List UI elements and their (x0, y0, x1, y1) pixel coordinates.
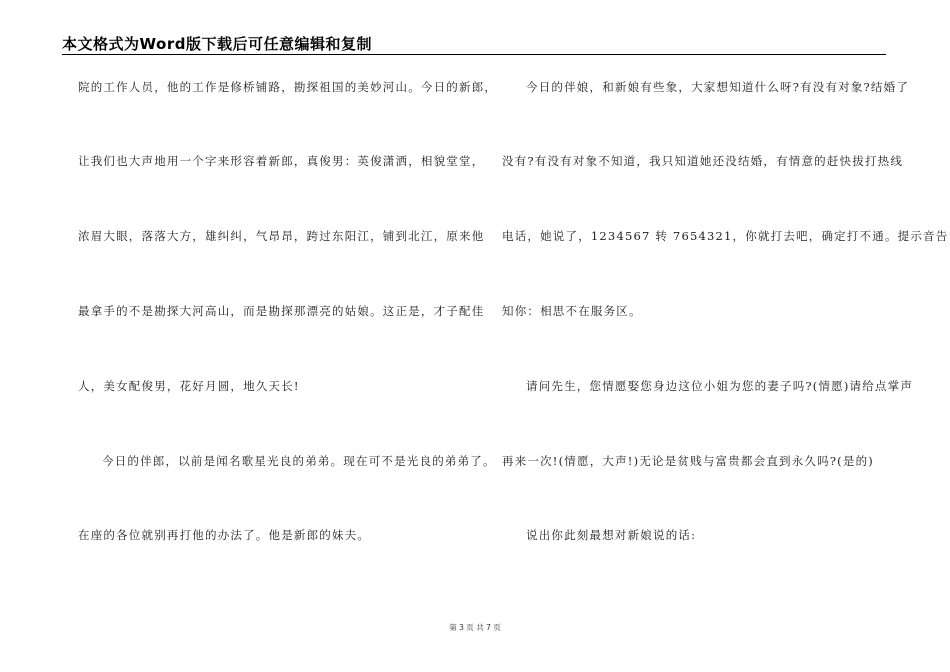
page-number-footer: 第 3 页 共 7 页 (449, 623, 501, 632)
body-text-line: 在座的各位就别再打他的办法了。他是新郎的妹夫。 (78, 528, 371, 542)
body-text-line: 没有?有没有对象不知道，我只知道她还没结婚，有情意的赶快拔打热线 (502, 154, 904, 168)
body-text-line: 最拿手的不是勘探大河高山，而是勘探那漂亮的姑娘。这正是，才子配佳 (78, 304, 485, 318)
body-text-line: 电话，她说了，1234567 转 7654321，你就打去吧，确定打不通。提示音告 (502, 229, 949, 243)
body-text-line: 知你：相思不在服务区。 (502, 304, 642, 318)
body-text-line: 浓眉大眼，落落大方，雄纠纠，气昂昂，跨过东阳江，铺到北江，原来他 (78, 229, 485, 243)
body-text-line: 说出你此刻最想对新娘说的话: (526, 528, 697, 542)
body-text-line: 人，美女配俊男，花好月圆，地久天长! (78, 379, 300, 393)
body-text-line: 请问先生，您情愿娶您身边这位小姐为您的妻子吗?(情愿)请给点掌声 (526, 379, 914, 393)
body-text-line: 再来一次!(情愿，大声!)无论是贫贱与富贵都会直到永久吗?(是的) (502, 454, 874, 468)
body-text-line: 院的工作人员，他的工作是修桥铺路，勘探祖国的美妙河山。今日的新郎， (78, 80, 498, 94)
body-text-line: 让我们也大声地用一个字来形容着新郎，真俊男：英俊潇洒，相貌堂堂， (78, 154, 485, 168)
header-divider (62, 54, 886, 55)
body-text-line: 今日的伴娘，和新娘有些象，大家想知道什么呀?有没有对象?结婚了 (526, 80, 910, 94)
body-text-line: 今日的伴郎，以前是闻名歌星光良的弟弟。现在可不是光良的弟弟了。 (102, 454, 496, 468)
document-header-title: 本文格式为Word版下载后可任意编辑和复制 (62, 35, 372, 53)
